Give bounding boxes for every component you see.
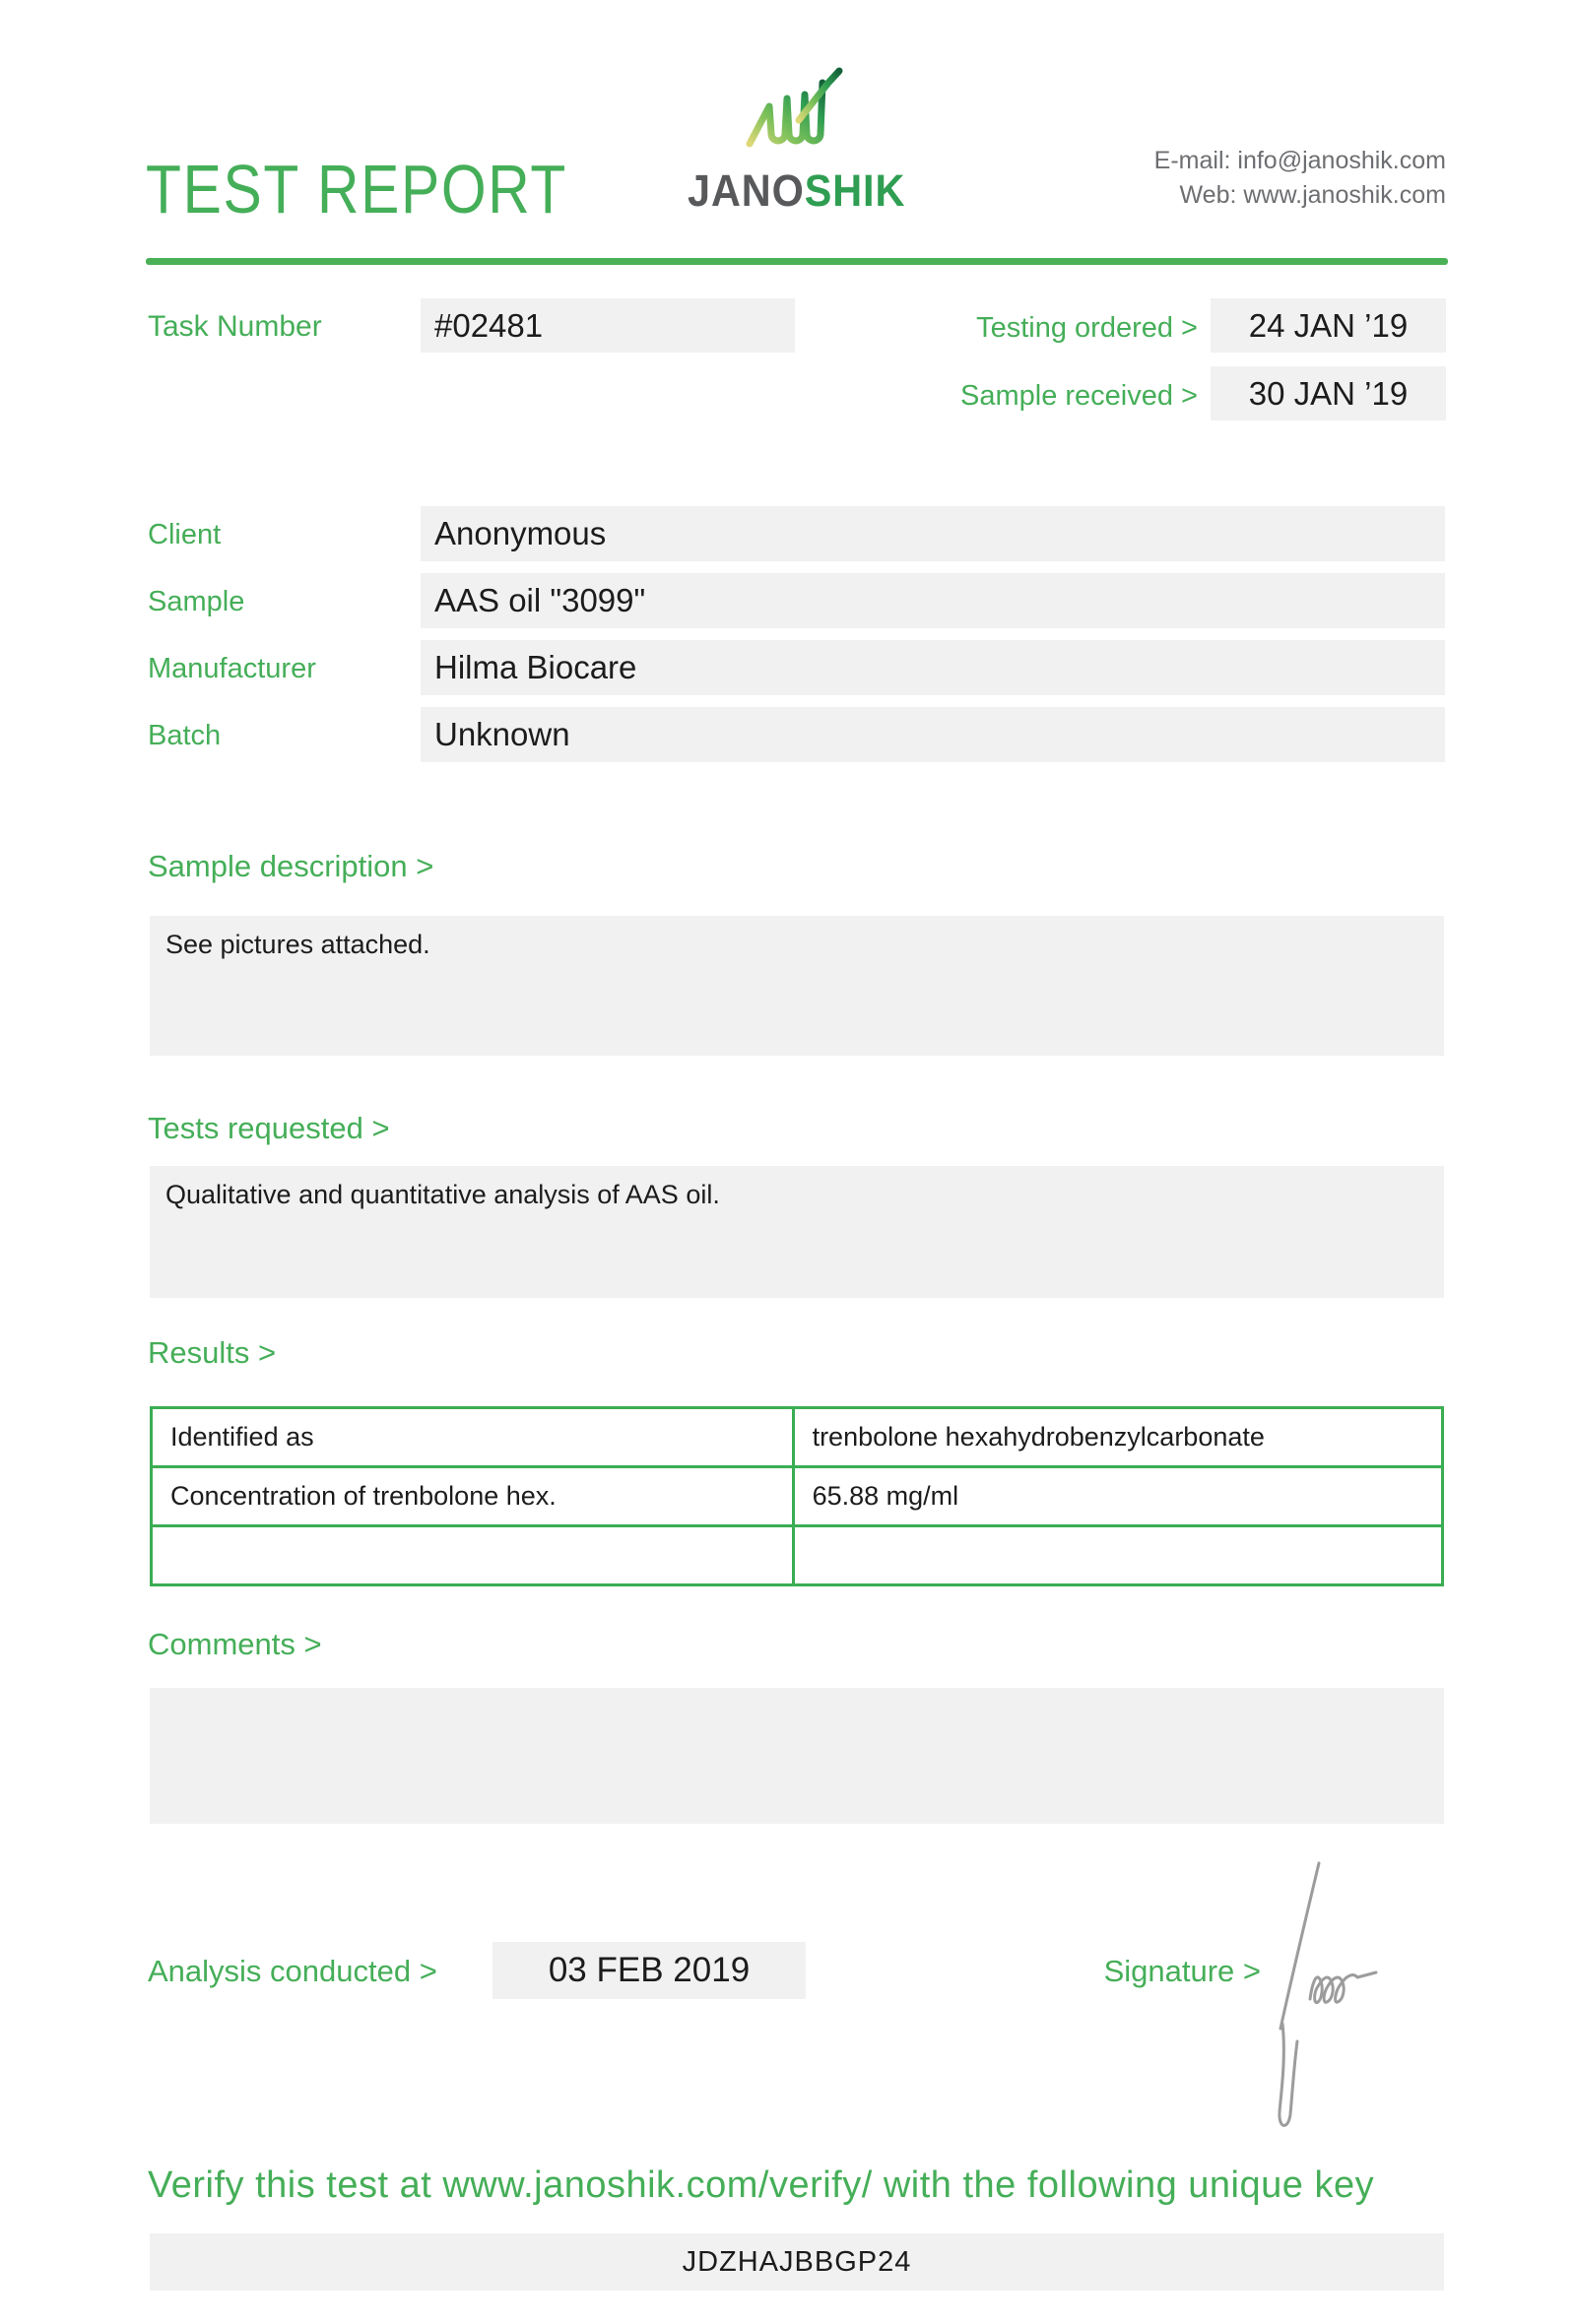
- signature-label: Signature >: [1103, 1954, 1261, 1988]
- result-row3-label: [152, 1526, 794, 1585]
- sample-description-heading: Sample description >: [148, 849, 434, 883]
- result-row3-value: [793, 1526, 1442, 1585]
- table-row: [152, 1526, 1443, 1585]
- contact-block: [1154, 144, 1446, 213]
- verify-instruction: Verify this test at www.janoshik.com/verify/ with the following unique key: [148, 2164, 1375, 2206]
- table-row: [152, 1467, 1443, 1526]
- analysis-conducted-label: Analysis conducted >: [148, 1954, 437, 1988]
- results-heading: Results >: [148, 1335, 277, 1370]
- logo-word-dark: JANO: [688, 165, 805, 216]
- contact-web: Web: www.janoshik.com: [1179, 181, 1446, 209]
- client-value: Anonymous: [434, 515, 607, 551]
- batch-field: [421, 707, 1445, 762]
- signature-image: [1231, 1817, 1517, 2147]
- testing-ordered-field: [1211, 298, 1446, 353]
- client-label: Client: [148, 519, 222, 550]
- sample-received-field: [1211, 366, 1446, 420]
- sample-value: AAS oil "3099": [434, 582, 646, 618]
- task-number-field: [421, 298, 795, 353]
- batch-value: Unknown: [434, 716, 570, 752]
- header-divider: [146, 258, 1448, 265]
- sample-label: Sample: [148, 586, 245, 617]
- contact-email: E-mail: info@janoshik.com: [1153, 147, 1446, 174]
- result-row1-value: trenbolone hexahydrobenzylcarbonate: [793, 1408, 1442, 1467]
- table-row: [152, 1408, 1443, 1467]
- sample-received-date: 30 JAN ’19: [1248, 375, 1409, 412]
- task-number-value: #02481: [434, 307, 544, 344]
- task-number-label: Task Number: [148, 310, 322, 343]
- batch-label: Batch: [148, 720, 222, 751]
- results-table: [150, 1406, 1444, 1586]
- analysis-date-field: [492, 1942, 806, 1999]
- comments-box: [150, 1688, 1444, 1824]
- logo-word-green: SHIK: [804, 165, 906, 216]
- logo-chart-icon: [742, 49, 882, 170]
- result-row2-label: Concentration of trenbolone hex.: [152, 1467, 794, 1526]
- sample-received-label: Sample received >: [960, 380, 1198, 412]
- sample-description-box: [150, 916, 1444, 1056]
- manufacturer-field: [421, 640, 1445, 695]
- tests-requested-heading: Tests requested >: [148, 1111, 390, 1145]
- manufacturer-value: Hilma Biocare: [434, 649, 637, 685]
- testing-ordered-label: Testing ordered >: [976, 312, 1198, 344]
- verify-key-value: JDZHAJBBGP24: [682, 2246, 912, 2278]
- analysis-date-value: 03 FEB 2019: [548, 1951, 751, 1989]
- sample-field: [421, 573, 1445, 628]
- testing-ordered-date: 24 JAN ’19: [1248, 307, 1409, 344]
- page-title: TEST REPORT: [146, 151, 567, 227]
- client-field: [421, 506, 1445, 561]
- sample-description-text: See pictures attached.: [165, 930, 430, 959]
- tests-requested-text: Qualitative and quantitative analysis of AAS oil.: [165, 1180, 720, 1209]
- comments-heading: Comments >: [148, 1627, 322, 1661]
- tests-requested-box: [150, 1166, 1444, 1298]
- verify-key-box: [150, 2233, 1444, 2291]
- manufacturer-label: Manufacturer: [148, 653, 316, 684]
- result-row1-label: Identified as: [152, 1408, 794, 1467]
- comments-text: [150, 1688, 1444, 1702]
- result-row2-value: 65.88 mg/ml: [793, 1467, 1442, 1526]
- logo-wordmark: [688, 165, 905, 217]
